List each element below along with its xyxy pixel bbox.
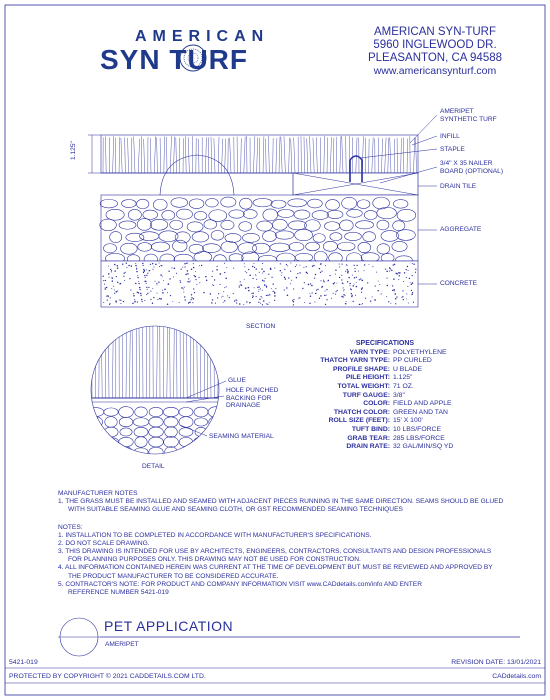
- spec-value: PP CURLED: [393, 357, 432, 365]
- spec-value: FIELD AND APPLE: [393, 400, 452, 408]
- note-5: 5. CONTRACTOR'S NOTE: FOR PRODUCT AND COMPANY INFORMATION VISIT www.CADdetails.com/info AND ENTER: [58, 580, 422, 588]
- spec-value: GREEN AND TAN: [393, 408, 448, 416]
- detail-drawing: [88, 325, 226, 457]
- caddetails-link[interactable]: CADdetails.com: [492, 673, 541, 680]
- spec-key: ROLL SIZE (FEET):: [328, 417, 390, 425]
- note-5-cont: REFERENCE NUMBER 5421-019: [68, 588, 169, 596]
- spec-value: 1.125": [393, 374, 413, 382]
- logo-text-main: SYN TURF: [100, 44, 248, 75]
- note-3-cont: FOR PLANNING PURPOSES ONLY. THIS DRAWING MAY NOT BE USED FOR CONSTRUCTION.: [68, 556, 361, 564]
- spec-key: TURF GAUGE:: [342, 391, 390, 399]
- spec-row: [300, 366, 453, 375]
- label-hole-punched: HOLE PUNCHED BACKING FOR DRAINAGE: [226, 387, 279, 409]
- spec-row: [300, 349, 453, 358]
- spec-key: COLOR:: [363, 400, 390, 408]
- label-aggregate: AGGREGATE: [440, 226, 482, 233]
- drawing-subtitle: AMERIPET: [105, 641, 139, 648]
- manufacturer-notes: [58, 490, 503, 514]
- spec-key: DRAIN RATE:: [346, 443, 390, 451]
- spec-value: 15' X 100': [393, 417, 423, 425]
- spec-row: [300, 409, 453, 418]
- spec-value: 32 GAL/MIN/SQ YD: [393, 443, 454, 451]
- logo-text-top: AMERICAN: [135, 28, 270, 45]
- spec-value: 10 LBS/FORCE: [393, 425, 441, 433]
- spec-key: PROFILE SHAPE:: [332, 365, 390, 373]
- label-infill: INFILL: [440, 133, 460, 140]
- note-4-cont: THE PRODUCT MANUFACTURER TO BE CONSIDERED ACCURATE.: [68, 572, 279, 580]
- spec-key: GRAB TEAR:: [347, 434, 390, 442]
- spec-value: POLYETHYLENE: [393, 348, 447, 356]
- section-caption: SECTION: [246, 323, 276, 330]
- notes-heading: NOTES:: [58, 524, 83, 531]
- specifications-title: SPECIFICATIONS: [355, 340, 415, 347]
- spec-value: 71 OZ.: [393, 382, 414, 390]
- pile-height-dimension: 1.125": [70, 141, 77, 160]
- label-staple: STAPLE: [440, 146, 465, 153]
- label-nailer: 3/4" X 35 NAILER BOARD (OPTIONAL): [440, 160, 504, 175]
- label-concrete: CONCRETE: [440, 280, 477, 287]
- section-drawing: [88, 115, 437, 307]
- spec-key: THATCH COLOR:: [333, 408, 390, 416]
- drawing-title: PET APPLICATION: [104, 618, 234, 634]
- spec-key: YARN TYPE:: [349, 348, 390, 356]
- revision-date: REVISION DATE: 13/01/2021: [451, 659, 541, 666]
- spec-row: [300, 443, 453, 452]
- reference-number: 5421-019: [9, 659, 38, 666]
- spec-key: TOTAL WEIGHT:: [337, 382, 390, 390]
- note-1: 1. INSTALLATION TO BE COMPLETED IN ACCORDANCE WITH MANUFACTURER'S SPECIFICATIONS.: [58, 532, 372, 540]
- label-drain-tile: DRAIN TILE: [440, 183, 477, 190]
- spec-row: [300, 417, 453, 426]
- label-glue: GLUE: [228, 377, 246, 384]
- company-address-2: PLEASANTON, CA 94588: [367, 52, 503, 64]
- copyright-notice: PROTECTED BY COPYRIGHT © 2021 CADDETAILS.COM LTD.: [9, 673, 206, 680]
- spec-row: [300, 392, 453, 401]
- detail-caption: DETAIL: [142, 463, 165, 470]
- company-address-1: 5960 INGLEWOOD DR.: [373, 39, 497, 51]
- spec-key: TUFT BIND:: [351, 425, 390, 433]
- company-url[interactable]: www.americansynturf.com: [373, 65, 497, 77]
- spec-key: THATCH YARN TYPE:: [320, 357, 390, 365]
- note-2: 2. DO NOT SCALE DRAWING.: [58, 540, 150, 548]
- manufacturer-note-1: 1. THE GRASS MUST BE INSTALLED AND SEAMED WITH ADJACENT PIECES RUNNING IN THE SAME DIRECTION. SEAMS SHOULD BE GLUED: [58, 498, 504, 506]
- spec-value: U BLADE: [393, 365, 423, 373]
- label-seaming-material: SEAMING MATERIAL: [209, 433, 274, 440]
- label-turf: AMERIPET SYNTHETIC TURF: [440, 108, 497, 123]
- spec-row: [300, 357, 453, 366]
- company-block: [340, 26, 530, 78]
- note-3: 3. THIS DRAWING IS INTENDED FOR USE BY ARCHITECTS, ENGINEERS, CONTRACTORS, CONSULTANTS AND DESIGN PROFESSIONALS: [58, 548, 492, 556]
- specifications-table: [300, 340, 470, 452]
- spec-row: [300, 435, 453, 444]
- general-notes: [58, 524, 493, 597]
- manufacturer-note-1-cont: WITH SUITABLE SEAMING GLUE AND SEAMING CLOTH, OR GST RECOMMENDED SEAMING TECHNIQUES: [68, 506, 403, 514]
- note-4: 4. ALL INFORMATION CONTAINED HEREIN WAS CURRENT AT THE TIME OF DEVELOPMENT BUT MUST BE REVIEWED AND APPROVED BY: [58, 564, 493, 572]
- manufacturer-notes-heading: MANUFACTURER NOTES: [58, 490, 138, 497]
- spec-row: [300, 383, 453, 392]
- spec-value: 3/8": [393, 391, 405, 399]
- spec-row: [300, 374, 453, 383]
- spec-value: 285 LBS/FORCE: [393, 434, 445, 442]
- spec-row: [300, 426, 453, 435]
- company-name: AMERICAN SYN-TURF: [373, 26, 497, 38]
- spec-row: [300, 400, 453, 409]
- spec-key: PILE HEIGHT:: [345, 374, 390, 382]
